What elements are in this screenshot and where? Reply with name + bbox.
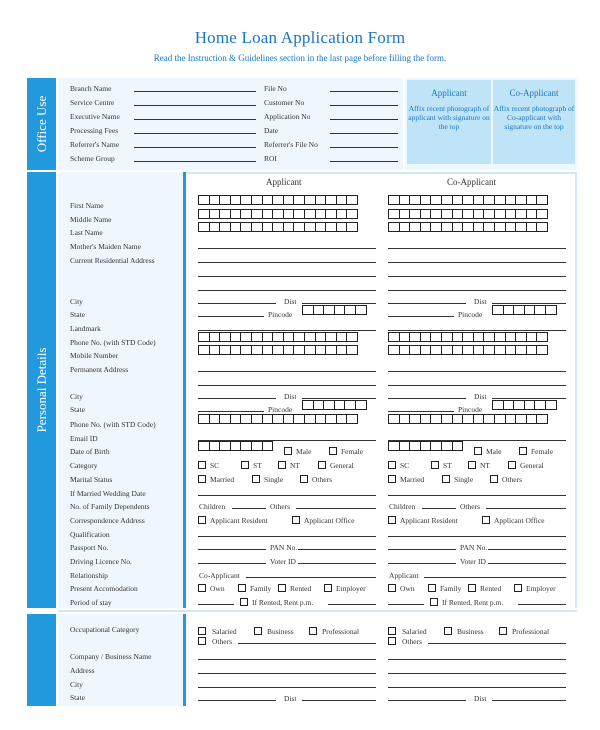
professional-checkbox[interactable] (499, 627, 507, 635)
co-applicant-photo-instructions: Affix recent photograph of Co-applicant with signature on the top (493, 104, 575, 131)
char-box[interactable] (536, 332, 548, 342)
occupation-field-label: Address (70, 666, 95, 675)
dist-label: Dist (284, 392, 297, 401)
city-line[interactable] (388, 687, 566, 688)
others-line[interactable] (296, 508, 376, 509)
salaried-checkbox[interactable] (198, 627, 206, 635)
own-checkbox[interactable] (388, 584, 396, 592)
office-field-label: Executive Name (70, 112, 120, 121)
occupation-field-label: State (70, 693, 85, 702)
pincode-boxes[interactable] (492, 400, 556, 410)
char-box[interactable] (536, 222, 548, 232)
char-box-field[interactable] (388, 414, 547, 424)
dist-label: Dist (474, 392, 487, 401)
char-box-field[interactable] (198, 195, 357, 205)
office-field-line[interactable] (330, 91, 398, 92)
employer-label: Employer (526, 584, 556, 593)
personal-field-label: Current Residential Address (70, 256, 155, 265)
personal-field-label: Landmark (70, 324, 101, 333)
state-line[interactable] (198, 700, 276, 701)
pincode-label: Pincode (458, 310, 483, 319)
rented-checkbox[interactable] (278, 584, 286, 592)
family-label: Family (250, 584, 272, 593)
voter-id-line[interactable] (298, 563, 376, 564)
co-applicant-photo-heading: Co-Applicant (509, 88, 559, 98)
family-label: Family (440, 584, 462, 593)
state-line[interactable] (388, 316, 454, 317)
personal-field-label: First Name (70, 201, 104, 210)
char-box[interactable] (452, 441, 464, 451)
relationship-line[interactable] (246, 577, 376, 578)
driving-licence-line[interactable] (198, 563, 266, 564)
single-label: Single (264, 475, 284, 484)
married-checkbox[interactable] (198, 475, 206, 483)
rented-checkbox[interactable] (468, 584, 476, 592)
others-label: Others (212, 637, 232, 646)
personal-details-side-label: Personal Details (27, 172, 56, 608)
business-label: Business (457, 627, 484, 636)
char-box[interactable] (346, 332, 358, 342)
sc-checkbox[interactable] (388, 461, 396, 469)
pincode-boxes[interactable] (302, 305, 366, 315)
general-checkbox[interactable] (508, 461, 516, 469)
state-line[interactable] (198, 316, 264, 317)
personal-field-label: Correspondence Address (70, 516, 145, 525)
driving-licence-line[interactable] (388, 563, 456, 564)
professional-checkbox[interactable] (309, 627, 317, 635)
children-label: Children (199, 502, 226, 511)
applicant-office-checkbox[interactable] (292, 516, 300, 524)
char-box[interactable] (346, 414, 358, 424)
text-line-field[interactable] (388, 371, 566, 372)
applicant-office-checkbox[interactable] (482, 516, 490, 524)
period-line[interactable] (198, 604, 234, 605)
char-box[interactable] (346, 209, 358, 219)
dist-line[interactable] (302, 303, 376, 304)
male-checkbox[interactable] (474, 447, 482, 455)
office-use-side-label: Office Use (27, 78, 56, 170)
char-box-field[interactable] (388, 195, 547, 205)
office-field-label: ROI (264, 154, 277, 163)
others-line[interactable] (428, 643, 566, 644)
char-box[interactable] (545, 305, 557, 315)
occupation-field-label: Occupational Category (70, 625, 140, 634)
others-label: Others (402, 637, 422, 646)
employer-checkbox[interactable] (324, 584, 332, 592)
salaried-checkbox[interactable] (388, 627, 396, 635)
personal-field-label: Present Accomodation (70, 584, 138, 593)
applicant-resident-label: Applicant Resident (210, 516, 268, 525)
voter-id-label: Voter ID (460, 557, 486, 566)
office-field-line[interactable] (330, 147, 398, 148)
char-box[interactable] (355, 400, 367, 410)
rented-label: Rented (290, 584, 312, 593)
female-label: Female (341, 447, 364, 456)
office-field-label: File No (264, 84, 287, 93)
pan-line[interactable] (488, 549, 566, 550)
pincode-boxes[interactable] (492, 305, 556, 315)
others-label: Others (312, 475, 332, 484)
occupation-divider (183, 614, 186, 706)
personal-field-label: Date of Birth (70, 447, 110, 456)
female-label: Female (531, 447, 554, 456)
occupation-field-label: Company / Business Name (70, 652, 152, 661)
office-field-line[interactable] (330, 161, 398, 162)
text-line-field[interactable] (198, 371, 376, 372)
sc-label: SC (400, 461, 410, 470)
char-box-field[interactable] (198, 209, 357, 219)
text-line-field[interactable] (198, 248, 376, 249)
others-checkbox[interactable] (300, 475, 308, 483)
business-checkbox[interactable] (254, 627, 262, 635)
personal-field-label: Marital Status (70, 475, 113, 484)
female-checkbox[interactable] (329, 447, 337, 455)
char-box[interactable] (346, 195, 358, 205)
nt-label: NT (290, 461, 300, 470)
char-box-field[interactable] (388, 345, 547, 355)
text-line-field[interactable] (388, 248, 566, 249)
if-rented-label: If Rented, Rent p.m. (252, 598, 314, 607)
char-box[interactable] (536, 414, 548, 424)
nt-checkbox[interactable] (468, 461, 476, 469)
sc-checkbox[interactable] (198, 461, 206, 469)
co-applicant-column-heading: Co-Applicant (447, 177, 496, 187)
city-line[interactable] (198, 303, 276, 304)
personal-field-label: Qualification (70, 530, 110, 539)
passport-line[interactable] (198, 549, 266, 550)
personal-fields-panel (186, 172, 577, 608)
rent-line[interactable] (328, 604, 376, 605)
pincode-label: Pincode (268, 310, 293, 319)
office-field-label: Customer No (264, 98, 305, 107)
char-box[interactable] (346, 345, 358, 355)
office-field-label: Referrer's Name (70, 140, 120, 149)
personal-field-label: Email ID (70, 434, 98, 443)
text-line-field[interactable] (388, 330, 566, 331)
relationship-with-label: Applicant (389, 571, 419, 580)
office-field-label: Scheme Group (70, 154, 115, 163)
occupation-field-label: City (70, 680, 83, 689)
professional-label: Professional (322, 627, 360, 636)
family-checkbox[interactable] (428, 584, 436, 592)
char-box-field[interactable] (388, 222, 547, 232)
office-field-label: Service Centre (70, 98, 115, 107)
text-line-field[interactable] (198, 495, 376, 496)
applicant-photo-box[interactable] (407, 80, 491, 164)
pan-line[interactable] (298, 549, 376, 550)
section-separator (58, 610, 577, 612)
char-box[interactable] (346, 222, 358, 232)
others-line[interactable] (486, 508, 566, 509)
text-line-field[interactable] (388, 385, 566, 386)
applicant-office-label: Applicant Office (494, 516, 545, 525)
char-box[interactable] (536, 209, 548, 219)
office-field-line[interactable] (330, 105, 398, 106)
others-checkbox[interactable] (388, 637, 396, 645)
office-field-line[interactable] (134, 105, 256, 106)
co-applicant-photo-box[interactable] (493, 80, 575, 164)
pincode-boxes[interactable] (302, 400, 366, 410)
others-label: Others (460, 502, 480, 511)
period-line[interactable] (388, 604, 424, 605)
others-label: Others (502, 475, 522, 484)
dist-label: Dist (284, 694, 297, 703)
if-rented-checkbox[interactable] (430, 598, 438, 606)
personal-field-label: Period of stay (70, 598, 112, 607)
address-line[interactable] (198, 673, 376, 674)
office-field-line[interactable] (330, 119, 398, 120)
business-checkbox[interactable] (444, 627, 452, 635)
children-line[interactable] (232, 508, 266, 509)
own-label: Own (400, 584, 415, 593)
form-title: Home Loan Application Form (194, 28, 406, 47)
personal-field-label: Category (70, 461, 98, 470)
relationship-with-label: Co-Applicant (199, 571, 240, 580)
personal-field-label: Driving Licence No. (70, 557, 132, 566)
if-rented-checkbox[interactable] (240, 598, 248, 606)
pincode-label: Pincode (458, 405, 483, 414)
relationship-line[interactable] (424, 577, 566, 578)
single-checkbox[interactable] (252, 475, 260, 483)
male-checkbox[interactable] (284, 447, 292, 455)
char-box[interactable] (262, 441, 274, 451)
office-field-label: Date (264, 126, 279, 135)
personal-field-label: City (70, 297, 83, 306)
personal-field-label: City (70, 392, 83, 401)
city-line[interactable] (388, 398, 466, 399)
pan-label: PAN No. (460, 543, 488, 552)
office-field-label: Referrer's File No (264, 140, 318, 149)
char-box-field[interactable] (388, 332, 547, 342)
text-line-field[interactable] (388, 495, 566, 496)
general-label: General (330, 461, 354, 470)
single-checkbox[interactable] (442, 475, 450, 483)
others-checkbox[interactable] (490, 475, 498, 483)
applicant-photo-instructions: Affix recent photograph of applicant with signature on the top (408, 104, 490, 131)
char-box-field[interactable] (198, 222, 357, 232)
company-line[interactable] (388, 659, 566, 660)
office-field-line[interactable] (330, 133, 398, 134)
office-field-label: Application No (264, 112, 311, 121)
personal-field-label: State (70, 405, 85, 414)
personal-field-label: Permanent Address (70, 365, 129, 374)
st-label: ST (443, 461, 452, 470)
text-line-field[interactable] (198, 262, 376, 263)
nt-checkbox[interactable] (278, 461, 286, 469)
dist-line[interactable] (492, 700, 566, 701)
male-label: Male (486, 447, 502, 456)
others-checkbox[interactable] (198, 637, 206, 645)
employer-label: Employer (336, 584, 366, 593)
sc-label: SC (210, 461, 220, 470)
dist-line[interactable] (302, 700, 376, 701)
salaried-label: Salaried (212, 627, 237, 636)
married-checkbox[interactable] (388, 475, 396, 483)
pincode-label: Pincode (268, 405, 293, 414)
address-line[interactable] (388, 673, 566, 674)
personal-field-label: State (70, 310, 85, 319)
personal-field-label: Last Name (70, 228, 103, 237)
dist-label: Dist (474, 694, 487, 703)
personal-field-label: No. of Family Dependents (70, 502, 150, 511)
form-subtitle: Read the Instruction & Guidelines section in the last page before filling the form. (153, 53, 447, 63)
nt-label: NT (480, 461, 490, 470)
state-line[interactable] (388, 411, 454, 412)
others-line[interactable] (238, 643, 376, 644)
state-line[interactable] (388, 700, 466, 701)
rent-line[interactable] (518, 604, 566, 605)
st-checkbox[interactable] (241, 461, 249, 469)
char-box[interactable] (545, 400, 557, 410)
applicant-office-label: Applicant Office (304, 516, 355, 525)
own-checkbox[interactable] (198, 584, 206, 592)
office-field-line[interactable] (134, 161, 256, 162)
dist-line[interactable] (492, 398, 566, 399)
applicant-photo-heading: Applicant (431, 88, 467, 98)
married-label: Married (210, 475, 235, 484)
family-checkbox[interactable] (238, 584, 246, 592)
text-line-field[interactable] (388, 290, 566, 291)
char-box-field[interactable] (388, 209, 547, 219)
dist-label: Dist (474, 297, 487, 306)
others-label: Others (270, 502, 290, 511)
text-line-field[interactable] (198, 290, 376, 291)
general-label: General (520, 461, 544, 470)
own-label: Own (210, 584, 225, 593)
children-label: Children (389, 502, 416, 511)
dob-boxes[interactable] (198, 441, 272, 451)
personal-field-label: If Married Wedding Date (70, 489, 146, 498)
char-box-field[interactable] (198, 414, 357, 424)
applicant-resident-label: Applicant Resident (400, 516, 458, 525)
text-line-field[interactable] (198, 330, 376, 331)
if-rented-label: If Rented, Rent p.m. (442, 598, 504, 607)
pan-label: PAN No. (270, 543, 298, 552)
char-box[interactable] (536, 345, 548, 355)
office-field-label: Branch Name (70, 84, 112, 93)
general-checkbox[interactable] (318, 461, 326, 469)
office-field-line[interactable] (134, 119, 256, 120)
personal-field-label: Mobile Number (70, 351, 119, 360)
voter-id-label: Voter ID (270, 557, 296, 566)
char-box-field[interactable] (198, 332, 357, 342)
office-field-label: Processing Fees (70, 126, 119, 135)
dob-boxes[interactable] (388, 441, 462, 451)
applicant-resident-checkbox[interactable] (198, 516, 206, 524)
applicant-column-heading: Applicant (266, 177, 302, 187)
personal-field-label: Mother's Maiden Name (70, 242, 141, 251)
char-box-field[interactable] (198, 345, 357, 355)
text-line-field[interactable] (388, 536, 566, 537)
city-line[interactable] (388, 303, 466, 304)
married-label: Married (400, 475, 425, 484)
char-box[interactable] (536, 195, 548, 205)
voter-id-line[interactable] (488, 563, 566, 564)
children-line[interactable] (422, 508, 456, 509)
applicant-resident-checkbox[interactable] (388, 516, 396, 524)
personal-field-label: Passport No. (70, 543, 109, 552)
occupation-side-strip (27, 614, 56, 706)
text-line-field[interactable] (388, 276, 566, 277)
text-line-field[interactable] (198, 276, 376, 277)
personal-field-label: Phone No. (with STD Code) (70, 420, 156, 429)
st-label: ST (253, 461, 262, 470)
st-checkbox[interactable] (431, 461, 439, 469)
char-box[interactable] (355, 305, 367, 315)
rented-label: Rented (480, 584, 502, 593)
dist-label: Dist (284, 297, 297, 306)
city-line[interactable] (198, 687, 376, 688)
state-line[interactable] (198, 411, 264, 412)
city-line[interactable] (198, 398, 276, 399)
employer-checkbox[interactable] (514, 584, 522, 592)
office-field-line[interactable] (134, 91, 256, 92)
personal-field-label: Relationship (70, 571, 108, 580)
dist-line[interactable] (492, 303, 566, 304)
dist-line[interactable] (302, 398, 376, 399)
office-field-line[interactable] (134, 133, 256, 134)
company-line[interactable] (198, 659, 376, 660)
office-field-line[interactable] (134, 147, 256, 148)
text-line-field[interactable] (198, 385, 376, 386)
single-label: Single (454, 475, 474, 484)
personal-field-label: Phone No. (with STD Code) (70, 338, 156, 347)
text-line-field[interactable] (198, 536, 376, 537)
personal-field-label: Middle Name (70, 215, 112, 224)
female-checkbox[interactable] (519, 447, 527, 455)
business-label: Business (267, 627, 294, 636)
male-label: Male (296, 447, 312, 456)
passport-line[interactable] (388, 549, 456, 550)
text-line-field[interactable] (388, 262, 566, 263)
salaried-label: Salaried (402, 627, 427, 636)
professional-label: Professional (512, 627, 550, 636)
